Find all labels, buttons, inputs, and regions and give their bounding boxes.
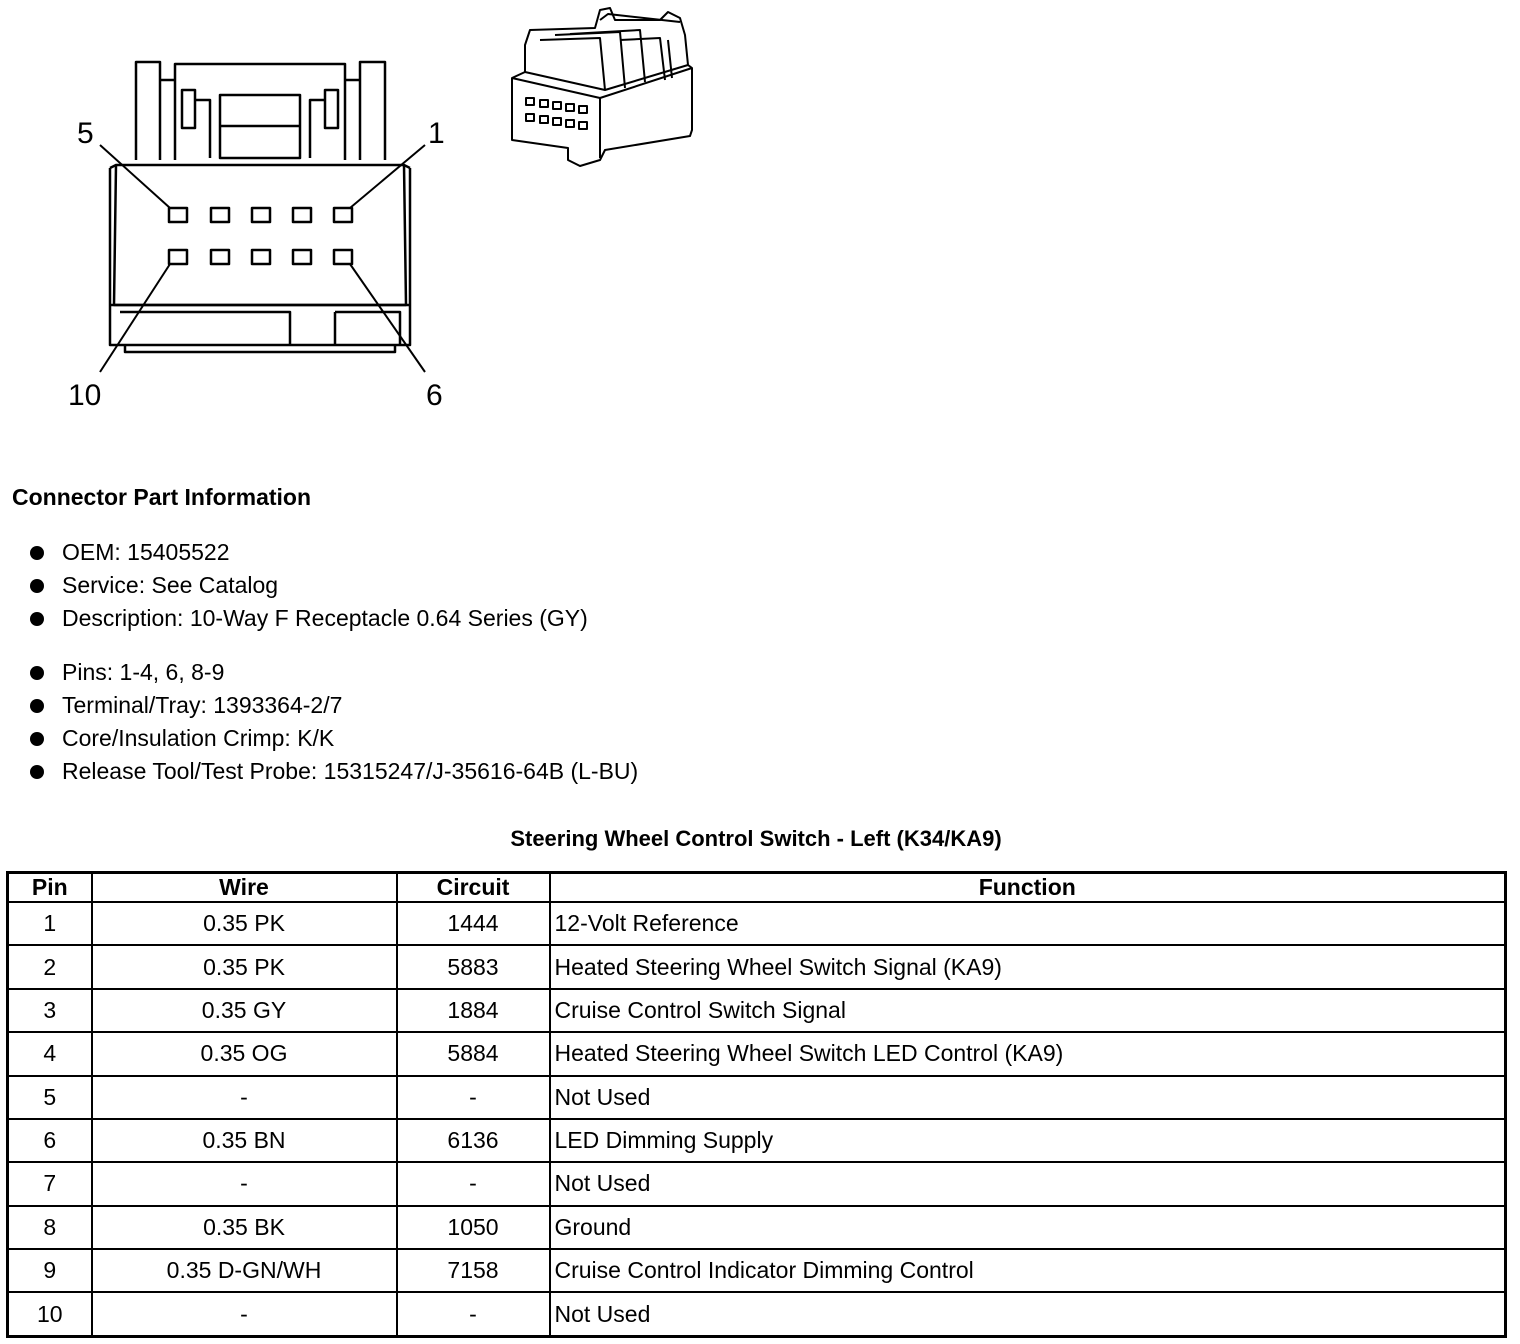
- list-item: Terminal/Tray: 1393364-2/7: [30, 689, 638, 722]
- table-row: [8, 902, 1506, 945]
- pin-cell: 9: [8, 1249, 92, 1292]
- wire-cell: 0.35 OG: [92, 1032, 397, 1075]
- bullet-icon: [30, 666, 44, 680]
- pin-cell: 2: [8, 945, 92, 988]
- pin-label-1: 1: [428, 117, 445, 150]
- pin-cell: 5: [8, 1076, 92, 1119]
- function-cell: Not Used: [550, 1076, 1506, 1119]
- connector-diagram: [0, 0, 760, 430]
- wire-cell: 0.35 PK: [92, 945, 397, 988]
- table-row: [8, 945, 1506, 988]
- column-header-wire: Wire: [92, 873, 397, 903]
- pin-cell: 8: [8, 1206, 92, 1249]
- connector-face-view: [100, 62, 425, 372]
- bullet-icon: [30, 765, 44, 779]
- bullet-icon: [30, 699, 44, 713]
- table-row: [8, 1249, 1506, 1292]
- function-cell: Cruise Control Indicator Dimming Control: [550, 1249, 1506, 1292]
- function-cell: Cruise Control Switch Signal: [550, 989, 1506, 1032]
- table-row: [8, 1206, 1506, 1249]
- list-item: Core/Insulation Crimp: K/K: [30, 722, 638, 755]
- wire-cell: -: [92, 1076, 397, 1119]
- function-cell: Heated Steering Wheel Switch LED Control (KA9): [550, 1032, 1506, 1075]
- connector-info-list-primary: [30, 536, 588, 635]
- function-cell: Not Used: [550, 1292, 1506, 1336]
- circuit-cell: -: [397, 1076, 550, 1119]
- list-item: Service: See Catalog: [30, 569, 588, 602]
- circuit-cell: 6136: [397, 1119, 550, 1162]
- wire-cell: -: [92, 1292, 397, 1336]
- wire-cell: 0.35 PK: [92, 902, 397, 945]
- wire-cell: 0.35 BN: [92, 1119, 397, 1162]
- table-title: Steering Wheel Control Switch - Left (K34/KA9): [510, 826, 1002, 851]
- column-header-function: Function: [550, 873, 1506, 903]
- pin-label-5: 5: [77, 117, 94, 150]
- bullet-icon: [30, 732, 44, 746]
- table-row: [8, 1032, 1506, 1075]
- wire-cell: 0.35 GY: [92, 989, 397, 1032]
- bullet-icon: [30, 612, 44, 626]
- list-item: Release Tool/Test Probe: 15315247/J-35616-64B (L-BU): [30, 755, 638, 788]
- pin-cell: 3: [8, 989, 92, 1032]
- pinout-table: [6, 871, 1507, 1338]
- circuit-cell: 1884: [397, 989, 550, 1032]
- function-cell: Not Used: [550, 1162, 1506, 1205]
- wire-cell: 0.35 BK: [92, 1206, 397, 1249]
- wire-cell: 0.35 D-GN/WH: [92, 1249, 397, 1292]
- table-row: [8, 989, 1506, 1032]
- circuit-cell: 1444: [397, 902, 550, 945]
- function-cell: 12-Volt Reference: [550, 902, 1506, 945]
- function-cell: Ground: [550, 1206, 1506, 1249]
- pin-cell: 1: [8, 902, 92, 945]
- list-item: Description: 10-Way F Receptacle 0.64 Series (GY): [30, 602, 588, 635]
- column-header-circuit: Circuit: [397, 873, 550, 903]
- list-item: OEM: 15405522: [30, 536, 588, 569]
- pin-label-10: 10: [68, 379, 102, 412]
- pin-label-6: 6: [426, 379, 443, 412]
- table-header-row: [8, 873, 1506, 903]
- bullet-icon: [30, 579, 44, 593]
- bullet-icon: [30, 546, 44, 560]
- pin-cell: 4: [8, 1032, 92, 1075]
- connector-info-heading: Connector Part Information: [12, 484, 312, 510]
- wire-cell: -: [92, 1162, 397, 1205]
- column-header-pin: Pin: [8, 873, 92, 903]
- circuit-cell: -: [397, 1162, 550, 1205]
- circuit-cell: 5884: [397, 1032, 550, 1075]
- connector-info-list-terminal: [30, 656, 638, 788]
- pin-cell: 7: [8, 1162, 92, 1205]
- circuit-cell: 1050: [397, 1206, 550, 1249]
- connector-isometric-view: [512, 8, 692, 166]
- pin-cell: 6: [8, 1119, 92, 1162]
- table-row: [8, 1076, 1506, 1119]
- function-cell: LED Dimming Supply: [550, 1119, 1506, 1162]
- list-item: Pins: 1-4, 6, 8-9: [30, 656, 638, 689]
- table-row: [8, 1292, 1506, 1336]
- circuit-cell: -: [397, 1292, 550, 1336]
- circuit-cell: 5883: [397, 945, 550, 988]
- circuit-cell: 7158: [397, 1249, 550, 1292]
- function-cell: Heated Steering Wheel Switch Signal (KA9): [550, 945, 1506, 988]
- table-row: [8, 1119, 1506, 1162]
- pin-cell: 10: [8, 1292, 92, 1336]
- table-row: [8, 1162, 1506, 1205]
